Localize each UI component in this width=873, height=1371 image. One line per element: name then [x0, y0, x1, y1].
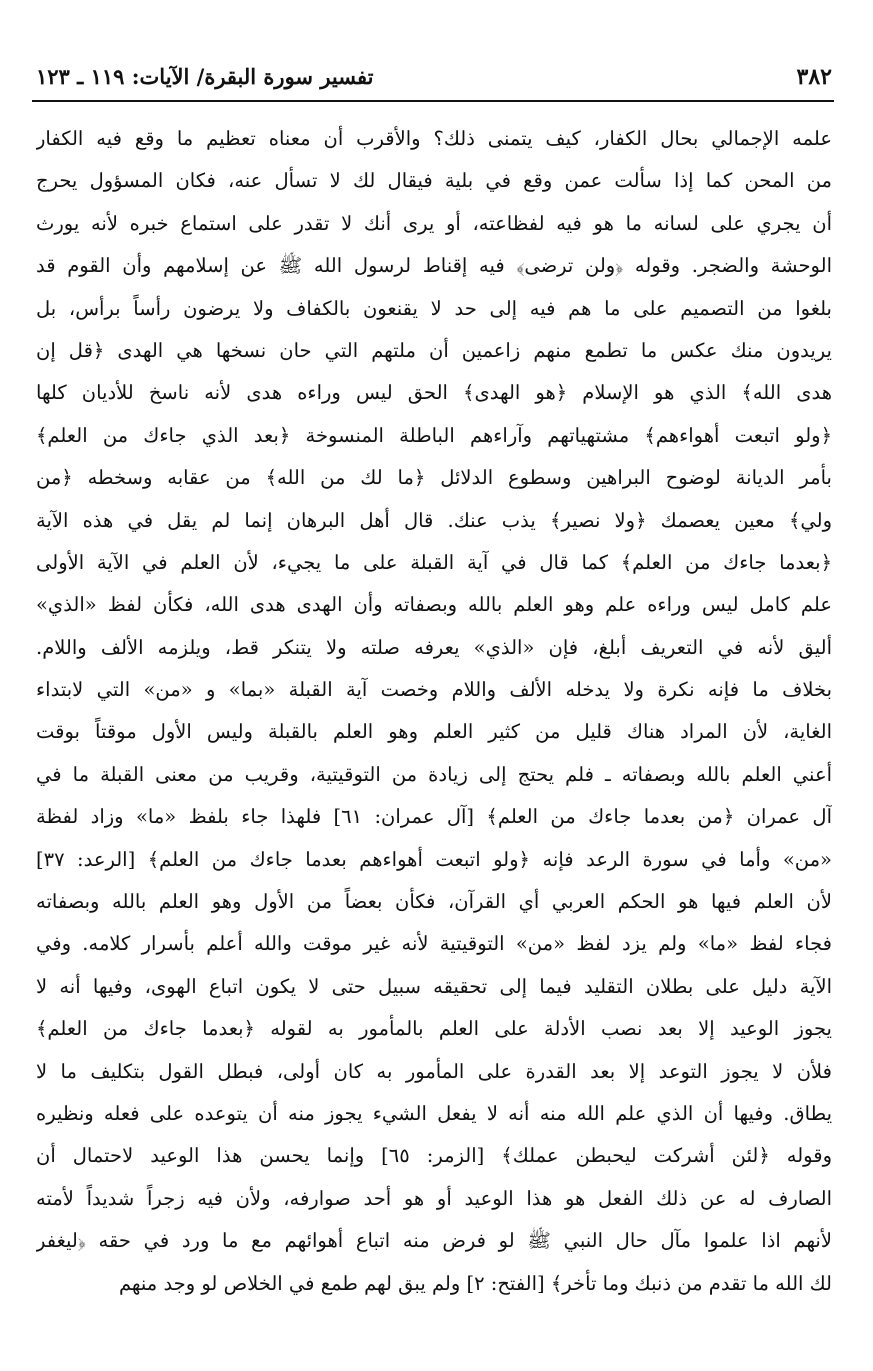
text-line: ﴿بعدما جاءك من العلم﴾ كما قال في آية القبلة على ما يجيء، لأن العلم في الآية الأولى	[36, 550, 832, 574]
text-line: الوحشة والضجر. وقوله ﴿ولن ترضى﴾ فيه إقناط لرسول الله ﷺ عن إسلامهم وأن القوم قد	[36, 254, 832, 278]
text-line: الصارف له عن ذلك الفعل هو هذا الوعيد أو هو أحد صوارفه، ولأن فيه زجراً شديداً لأمته	[36, 1186, 832, 1210]
page-header	[32, 62, 832, 98]
text-line: بخلاف ما فإنه نكرة ولا يدخله الألف واللام وخصت آية القبلة «بما» و «من» التي لابتداء	[36, 678, 832, 702]
text-line: بأمر الديانة لوضوح البراهين وسطوع الدلائل ﴿ما لك من الله﴾ من عقابه وسخطه ﴿من	[36, 466, 832, 490]
text-line: لأنهم اذا علموا مآل حال النبي ﷺ لو فرض منه اتباع أهوائهم مع ما ورد في حقه ﴿ليغفر	[36, 1229, 832, 1253]
text-line: ﴿ولو اتبعت أهواءهم﴾ مشتهياتهم وآراءهم الباطلة المنسوخة ﴿بعد الذي جاءك من العلم﴾	[36, 423, 832, 447]
text-line: ولي﴾ معين يعصمك ﴿ولا نصير﴾ يذب عنك. قال أهل البرهان إنما لم يقل في هذه الآية	[36, 508, 832, 532]
text-line: فجاء لفظ «ما» ولم يزد لفظ «من» التوقيتية لأنه غير موقت والله أعلم بأسرار كلامه. وفي	[36, 932, 832, 956]
text-line: أليق لأنه في التعريف أبلغ، فإن «الذي» يعرفه صلته ولا يتنكر قط، ويلزمه الألف واللام.	[36, 635, 832, 659]
text-line: وقوله ﴿لئن أشركت ليحبطن عملك﴾ [الزمر: ٦٥] وإنما يحسن هذا الوعيد لاحتمال أن	[36, 1144, 832, 1168]
text-line: أعني العلم بالله وبصفاته ـ فلم يحتج إلى زيادة من التوقيتية، وقريب من معنى القبلة ما في	[36, 762, 832, 786]
text-line: من المحن كما إذا سألت عمن وقع في بلية فيقال لك لا تسأل عنه، فكان المسؤول يحرج	[36, 169, 832, 193]
text-line: يجوز الوعيد إلا بعد نصب الأدلة على العلم بالمأمور به لقوله ﴿بعدما جاءك من العلم﴾	[36, 1017, 832, 1041]
text-line: علم كامل ليس وراءه علم وهو العلم بالله وبصفاته وأن الهدى هدى الله، فكأن لفظ «الذي»	[36, 593, 832, 617]
text-line: فلأن لا يجوز التوعد إلا بعد القدرة على المأمور به كان أولى، فبطل القول بتكليف ما لا	[36, 1059, 832, 1083]
text-line: علمه الإجمالي بحال الكفار، كيف يتمنى ذلك؟ والأقرب أن معناه تعظيم ما وقع فيه الكفار	[36, 127, 832, 150]
text-line: الغاية، لأن المراد هناك قليل من كثير العلم وهو العلم بالقبلة وليس الأول موقتاً بوقت	[36, 720, 832, 744]
text-line: «من» وأما في سورة الرعد فإنه ﴿ولو اتبعت أهواءهم بعدما جاءك من العلم﴾ [الرعد: ٣٧]	[36, 847, 832, 871]
text-line: الآية دليل على بطلان التقليد فيما إلى تحقيقه سبيل حتى لا يكون اتباع الهوى، وفيها أنه لا	[36, 974, 832, 998]
text-line: لك الله ما تقدم من ذنبك وما تأخر﴾ [الفتح: ٢] ولم يبق لهم طمع في الخلاص لو وجد منهم	[118, 1271, 832, 1295]
running-title: تفسير سورة البقرة/ الآيات: ١١٩ ـ ١٢٣	[36, 64, 374, 89]
header-divider	[32, 100, 834, 102]
text-line: هدى الله﴾ الذي هو الإسلام ﴿هو الهدى﴾ الحق ليس وراءه هدى لأنه ناسخ للأديان كلها	[36, 381, 832, 405]
text-line: بلغوا من التصميم على ما هم فيه إلى حد لا يقنعون بالكفاف ولا يرضون رأساً برأس، بل	[36, 296, 832, 320]
text-line: أن يجري على لسانه ما هو فيه لفظاعته، أو يرى أنك لا تقدر على استماع خبره لأنه يورث	[36, 211, 832, 235]
text-line: يريدون منك عكس ما تطمع منهم زاعمين أن ملتهم التي حان نسخها هي الهدى ﴿قل إن	[36, 338, 832, 362]
text-line: آل عمران ﴿من بعدما جاءك من العلم﴾ [آل عمران: ٦١] فلهذا جاء بلفظ «ما» وزاد لفظة	[36, 805, 832, 829]
body-text	[36, 118, 832, 1305]
text-line: لأن العلم فيها هو الحكم العربي أي القرآن، فكأن بعضاً من الأول وهو العلم بالله وبصفاته	[36, 890, 832, 914]
page-number: ٣٨٢	[796, 64, 832, 90]
text-line: يطاق. وفيها أن الذي علم الله منه أنه لا يفعل الشيء يجوز منه أن يتوعده على فعله ونظيره	[36, 1101, 832, 1125]
